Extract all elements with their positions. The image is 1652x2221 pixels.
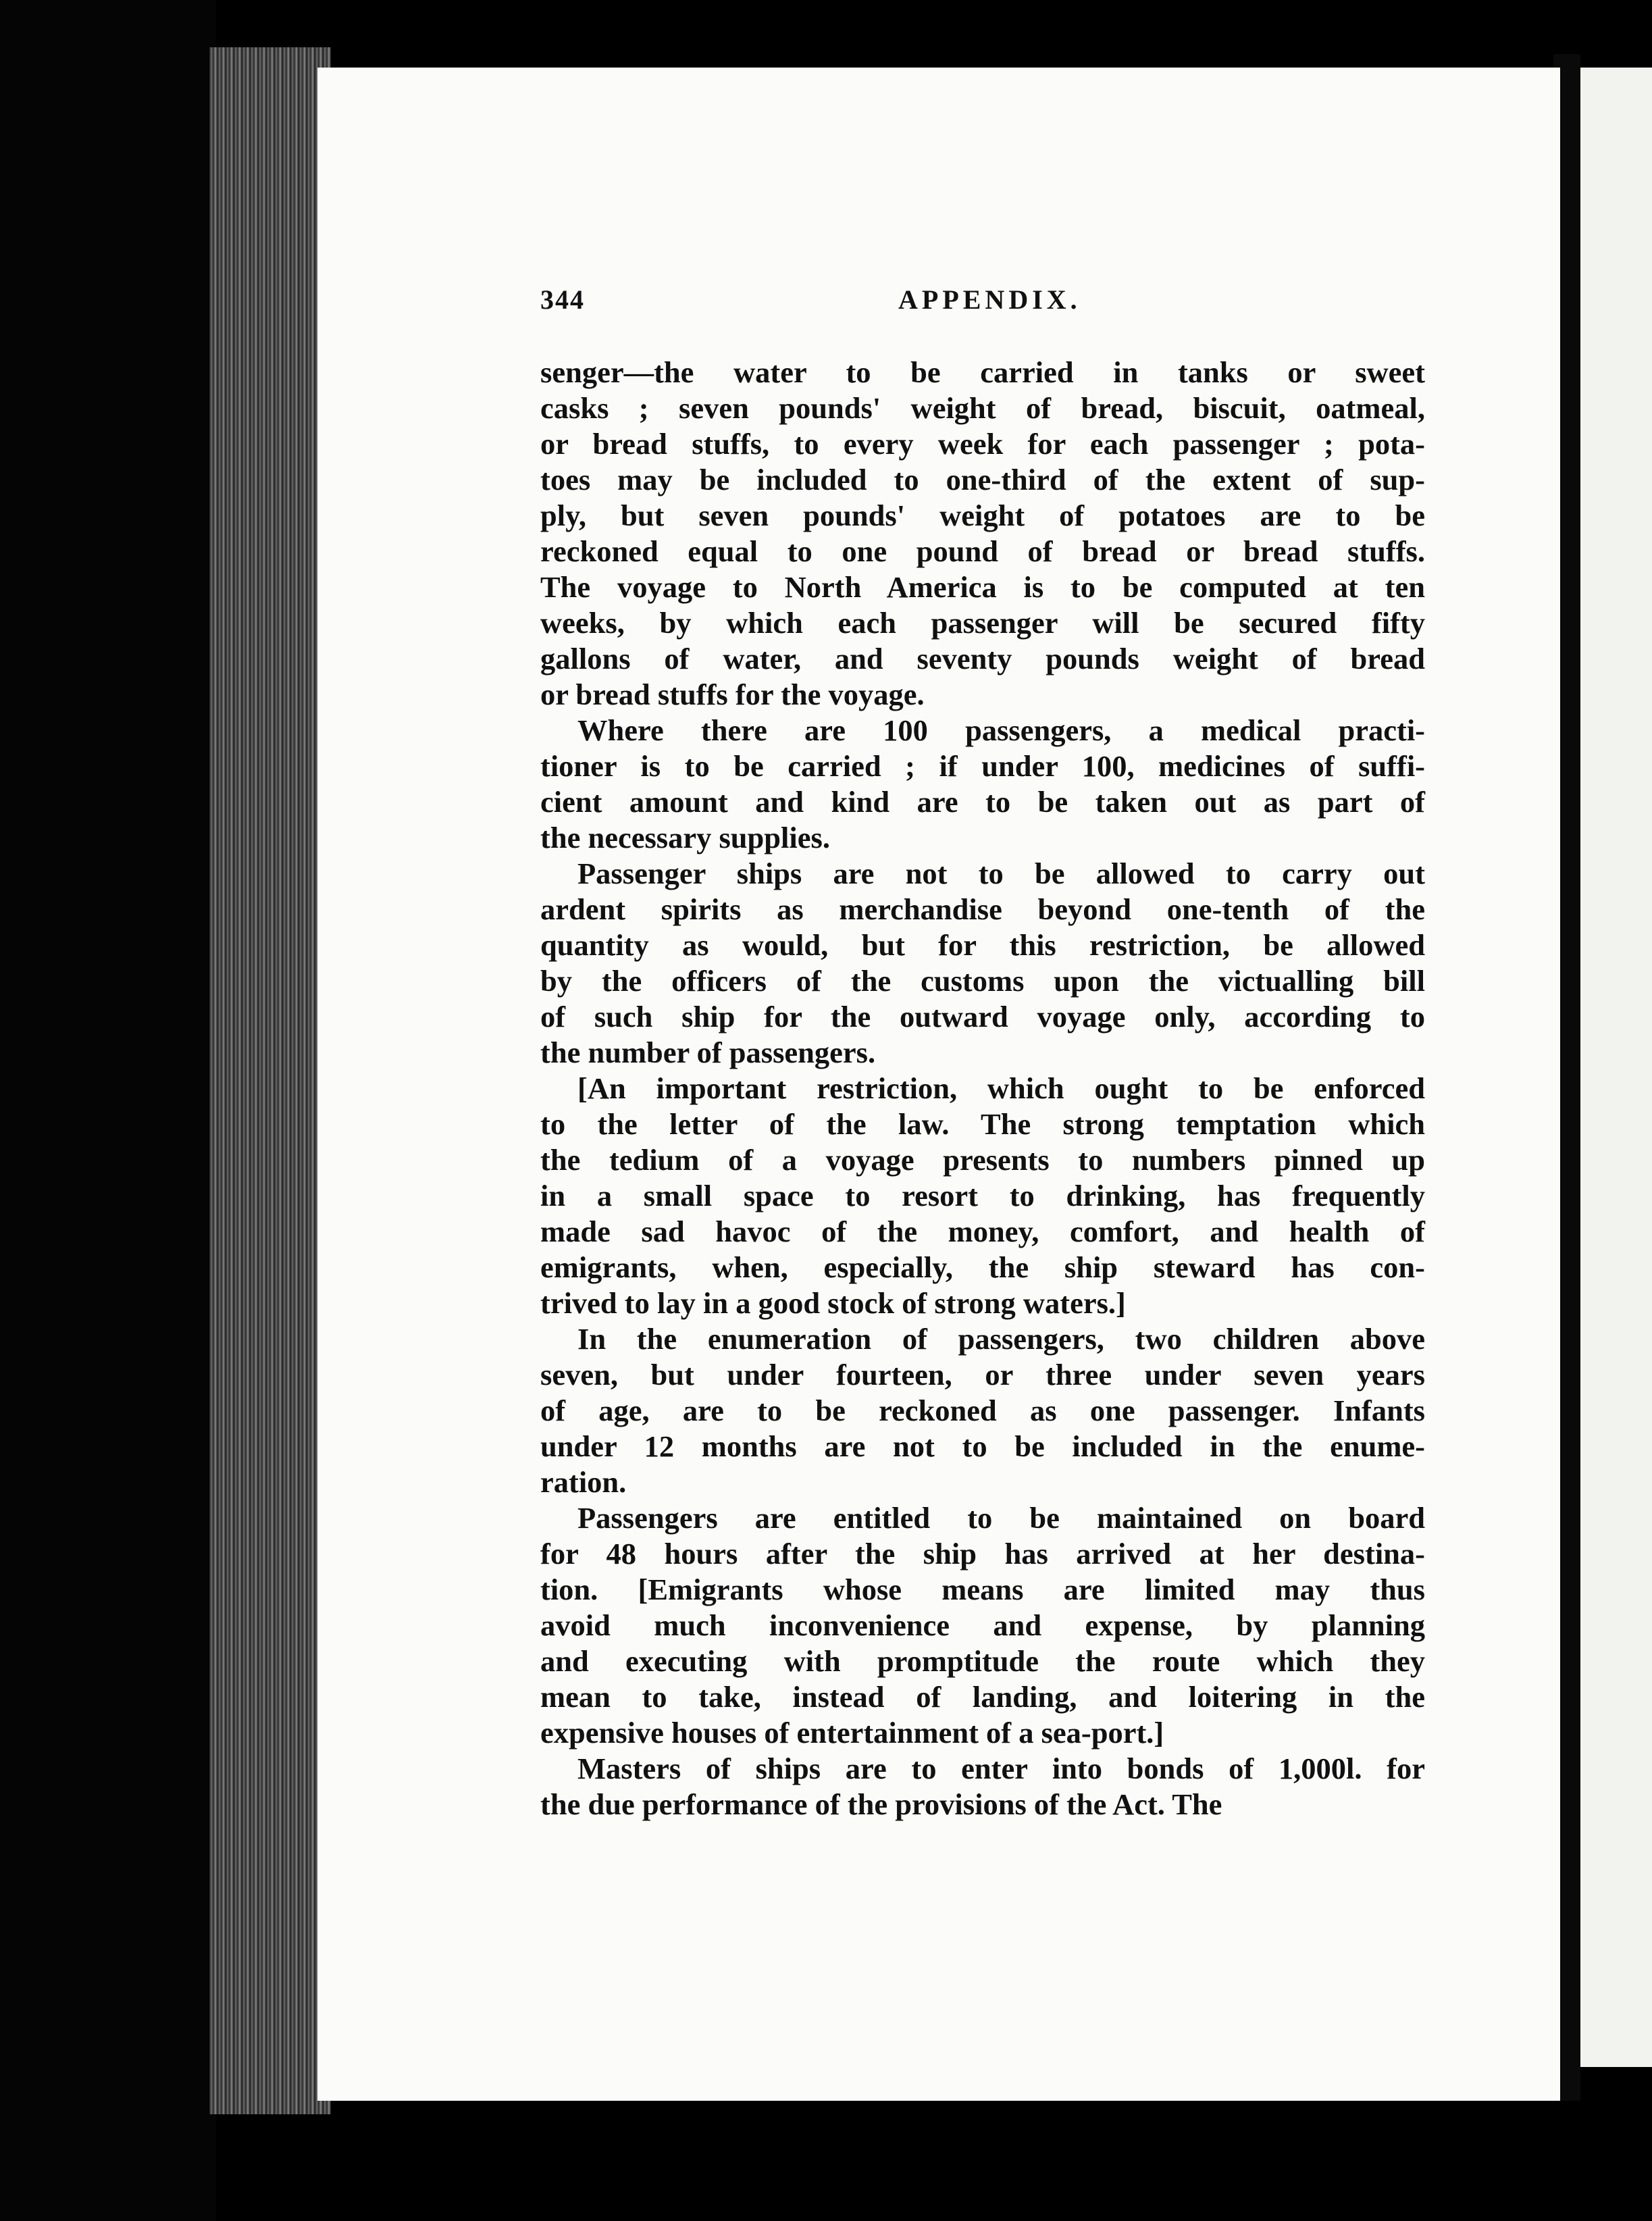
text-line: ardent spirits as merchandise beyond one-tenth of the: [540, 892, 1425, 926]
text-line: gallons of water, and seventy pounds weight of bread: [540, 642, 1425, 675]
text-line: mean to take, instead of landing, and loitering in the: [540, 1680, 1425, 1714]
text-line: trived to lay in a good stock of strong waters.]: [540, 1286, 1126, 1320]
text-line: in a small space to resort to drinking, has frequently: [540, 1179, 1425, 1212]
text-line: or bread stuffs for the voyage.: [540, 678, 925, 711]
text-line: [An important restriction, which ought to be enforced: [577, 1071, 1425, 1105]
text-line: quantity as would, but for this restriction, be allowed: [540, 928, 1425, 962]
facing-page-edge: [1580, 68, 1652, 2067]
text-line: the number of passengers.: [540, 1036, 876, 1069]
text-line: to the letter of the law. The strong temptation which: [540, 1107, 1425, 1141]
text-line: under 12 months are not to be included in the enume-: [540, 1429, 1425, 1463]
text-line: Passenger ships are not to be allowed to carry out: [577, 857, 1425, 890]
text-line: of age, are to be reckoned as one passenger. Infants: [540, 1394, 1425, 1427]
text-line: tioner is to be carried ; if under 100, medicines of suffi-: [540, 749, 1425, 783]
paragraph: [540, 1500, 1425, 1751]
text-line: emigrants, when, especially, the ship steward has con-: [540, 1250, 1425, 1284]
text-line: ration.: [540, 1465, 627, 1499]
text-line: or bread stuffs, to every week for each passenger ; pota-: [540, 427, 1425, 461]
text-line: made sad havoc of the money, comfort, and health of: [540, 1215, 1425, 1248]
text-line: tion. [Emigrants whose means are limited may thus: [540, 1573, 1425, 1606]
text-line: reckoned equal to one pound of bread or bread stuffs.: [540, 534, 1425, 568]
paragraph: [540, 1321, 1425, 1500]
text-line: by the officers of the customs upon the victualling bill: [540, 964, 1425, 998]
text-line: the due performance of the provisions of the Act. The: [540, 1787, 1222, 1821]
paragraph: [540, 355, 1425, 713]
text-line: and executing with promptitude the route which they: [540, 1644, 1425, 1678]
text-line: The voyage to North America is to be computed at ten: [540, 570, 1425, 604]
text-line: Masters of ships are to enter into bonds of 1,000l. for: [577, 1752, 1425, 1785]
text-line: casks ; seven pounds' weight of bread, biscuit, oatmeal,: [540, 391, 1425, 425]
text-line: Where there are 100 passengers, a medical practi-: [577, 713, 1425, 747]
paragraph: [540, 856, 1425, 1071]
text-line: the tedium of a voyage presents to numbers pinned up: [540, 1143, 1425, 1177]
text-line: expensive houses of entertainment of a sea-port.]: [540, 1716, 1164, 1750]
text-line: senger—the water to be carried in tanks or sweet: [540, 355, 1425, 389]
text-line: toes may be included to one-third of the extent of sup-: [540, 463, 1425, 496]
scan-background-left: [0, 0, 216, 2221]
text-line: for 48 hours after the ship has arrived at her destina-: [540, 1537, 1425, 1571]
text-line: of such ship for the outward voyage only, according to: [540, 1000, 1425, 1033]
text-line: weeks, by which each passenger will be secured fifty: [540, 606, 1425, 640]
text-line: the necessary supplies.: [540, 821, 830, 854]
body-text: [540, 355, 1425, 1822]
paragraph: [540, 1071, 1425, 1321]
page-number: 344: [540, 284, 585, 315]
paragraph: [540, 1751, 1425, 1822]
text-line: ply, but seven pounds' weight of potatoes are to be: [540, 499, 1425, 532]
text-line: seven, but under fourteen, or three under seven years: [540, 1358, 1425, 1392]
text-line: Passengers are entitled to be maintained on board: [577, 1501, 1425, 1535]
running-head: APPENDIX.: [898, 284, 1081, 315]
page-header: [540, 284, 1425, 324]
text-line: cient amount and kind are to be taken out as part of: [540, 785, 1425, 819]
paragraph: [540, 713, 1425, 856]
text-line: In the enumeration of passengers, two children above: [577, 1322, 1425, 1356]
book-page-edges: [209, 47, 331, 2114]
text-line: avoid much inconvenience and expense, by planning: [540, 1608, 1425, 1642]
